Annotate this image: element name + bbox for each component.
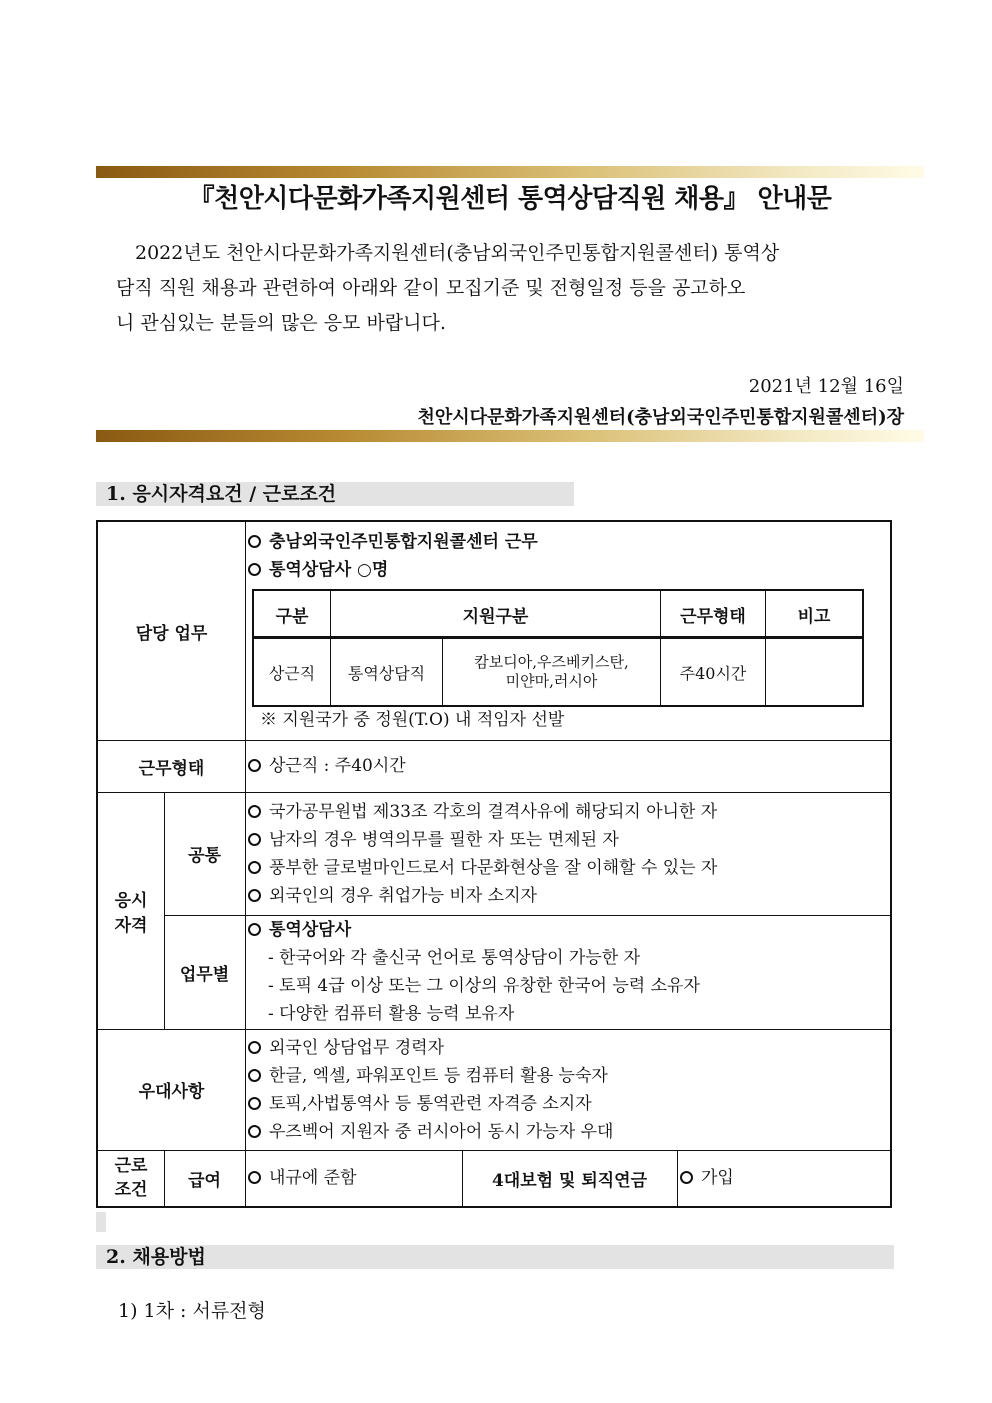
circle-bullet-icon bbox=[248, 563, 261, 576]
by-job-title: 통역상담사 bbox=[248, 916, 700, 944]
duty-label: 담당 업무 bbox=[135, 623, 208, 644]
circle-bullet-icon bbox=[248, 861, 261, 874]
by-job-item: - 한국어와 각 출신국 언어로 통역상담이 가능한 자 bbox=[268, 948, 641, 968]
intro-paragraph bbox=[116, 236, 906, 341]
circle-bullet-icon bbox=[248, 1171, 261, 1184]
preference-item: 외국인 상담업무 경력자 bbox=[248, 1034, 613, 1062]
circle-bullet-icon bbox=[248, 1125, 261, 1138]
inner-header-note: 비고 bbox=[797, 606, 831, 627]
circle-bullet-icon bbox=[248, 1041, 261, 1054]
by-job-item: - 다양한 컴퓨터 활용 능력 보유자 bbox=[268, 1004, 515, 1024]
circle-bullet-icon bbox=[248, 1069, 261, 1082]
insurance-label: 4대보험 및 퇴직연금 bbox=[491, 1170, 648, 1191]
circle-bullet-icon bbox=[248, 889, 261, 902]
spacer-shade bbox=[96, 1212, 106, 1232]
work-type-label: 근무형태 bbox=[138, 758, 205, 779]
preference-item: 우즈벡어 지원자 중 러시아어 동시 가능자 우대 bbox=[248, 1118, 613, 1146]
preference-item: 토픽,사법통역사 등 통역관련 자격증 소지자 bbox=[248, 1090, 613, 1118]
qualification-common-label: 공통 bbox=[188, 846, 221, 866]
inner-cell-hours: 주40시간 bbox=[679, 663, 747, 683]
section2-heading: 2. 채용방법 bbox=[96, 1245, 894, 1269]
intro-line: 2022년도 천안시다문화가족지원센터(충남외국인주민통합지원콜센터) 통역상 bbox=[116, 242, 780, 264]
circle-bullet-icon bbox=[248, 1097, 261, 1110]
circle-bullet-icon bbox=[248, 805, 261, 818]
intro-line: 담직 직원 채용과 관련하여 아래와 같이 모집기준 및 전형일정 등을 공고하오 bbox=[116, 277, 746, 299]
inner-header-work-type: 근무형태 bbox=[680, 606, 746, 627]
insurance-value: 가입 bbox=[680, 1164, 734, 1192]
inner-cell-type: 상근직 bbox=[268, 663, 316, 683]
work-type-value: 상근직 : 주40시간 bbox=[248, 752, 406, 780]
inner-header-category: 구분 bbox=[275, 606, 309, 627]
announcement-date: 2021년 12월 16일 bbox=[748, 376, 904, 397]
circle-bullet-icon bbox=[248, 759, 261, 772]
duty-note: ※ 지원국가 중 정원(T.O) 내 적임자 선발 bbox=[260, 710, 565, 730]
inner-cell-role: 통역상담직 bbox=[347, 663, 426, 683]
circle-bullet-icon bbox=[248, 535, 261, 548]
salary-value: 내규에 준함 bbox=[248, 1164, 357, 1192]
issuer-name: 천안시다문화가족지원센터(충남외국인주민통합지원콜센터)장 bbox=[417, 407, 904, 428]
section1-heading: 1. 응시자격요건 / 근로조건 bbox=[96, 482, 574, 506]
common-requirement: 외국인의 경우 취업가능 비자 소지자 bbox=[248, 882, 717, 910]
conditions-label: 근로 조건 bbox=[114, 1156, 148, 1200]
qualification-label: 응시 자격 bbox=[114, 890, 148, 936]
common-requirement: 풍부한 글로벌마인드로서 다문화현상을 잘 이해할 수 있는 자 bbox=[248, 854, 717, 882]
qualification-by-job-label: 업무별 bbox=[179, 964, 230, 985]
duty-inner-table bbox=[252, 589, 864, 707]
header-gold-bar-top bbox=[96, 166, 924, 178]
inner-cell-countries: 캄보디아,우즈베키스탄, 미얀마,러시아 bbox=[474, 653, 629, 690]
common-requirement: 국가공무원법 제33조 각호의 결격사유에 해당되지 아니한 자 bbox=[248, 798, 717, 826]
page-title: 『천안시다문화가족지원센터 통역상담직원 채용』 안내문 bbox=[188, 184, 832, 214]
inner-header-support: 지원구분 bbox=[462, 606, 529, 627]
intro-line: 니 관심있는 분들의 많은 응모 바랍니다. bbox=[116, 312, 446, 334]
inner-cell-note bbox=[766, 639, 862, 705]
section2-step1: 1) 1차 : 서류전형 bbox=[118, 1300, 266, 1322]
preference-label: 우대사항 bbox=[138, 1082, 205, 1102]
common-requirement: 남자의 경우 병역의무를 필한 자 또는 면제된 자 bbox=[248, 826, 717, 854]
header-gold-bar-bottom bbox=[96, 430, 924, 442]
preference-item: 한글, 엑셀, 파워포인트 등 컴퓨터 활용 능숙자 bbox=[248, 1062, 613, 1090]
duty-bullet: 통역상담사 ○명 bbox=[248, 556, 538, 584]
by-job-item: - 토픽 4급 이상 또는 그 이상의 유창한 한국어 능력 소유자 bbox=[268, 976, 700, 996]
circle-bullet-icon bbox=[248, 923, 261, 936]
salary-label: 급여 bbox=[188, 1170, 221, 1191]
circle-bullet-icon bbox=[248, 833, 261, 846]
duty-bullet: 충남외국인주민통합지원콜센터 근무 bbox=[248, 528, 538, 556]
circle-bullet-icon bbox=[680, 1171, 693, 1184]
